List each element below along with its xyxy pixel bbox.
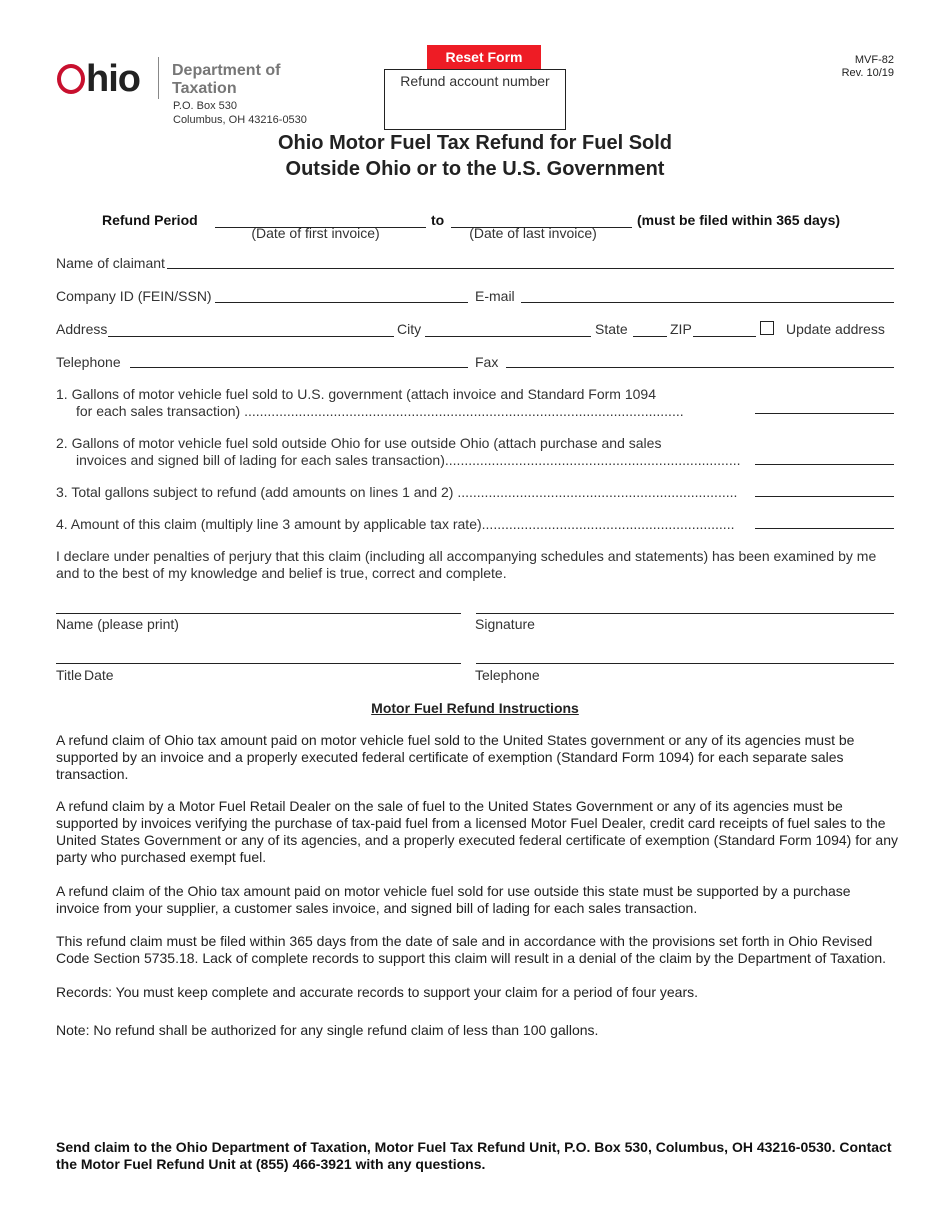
- fax-field[interactable]: [506, 367, 894, 368]
- ohio-logo: [57, 60, 140, 98]
- address-label: Address: [56, 321, 108, 337]
- last-invoice-caption: (Date of last invoice): [469, 225, 597, 241]
- line-1-text: [56, 386, 746, 420]
- name-print-label: Name (please print): [56, 616, 179, 632]
- title-date-field[interactable]: [56, 663, 461, 664]
- state-label: State: [595, 321, 628, 337]
- title-label: Title: [56, 667, 82, 683]
- instructions-heading: Motor Fuel Refund Instructions: [371, 700, 579, 716]
- refund-account-label: Refund account number: [400, 73, 550, 89]
- filing-deadline-note: (must be filed within 365 days): [637, 212, 841, 228]
- fax-label: Fax: [475, 354, 499, 370]
- claimant-name-field[interactable]: [167, 268, 894, 269]
- refund-account-number-box[interactable]: [384, 69, 566, 130]
- department-name: [172, 62, 280, 98]
- department-address: [173, 99, 307, 127]
- company-id-label: Company ID (FEIN/SSN): [56, 288, 212, 304]
- instruction-paragraph: A refund claim of the Ohio tax amount paid on motor vehicle fuel sold for use outside this state must be supported by a purchase invoice from your supplier, a customer sales invoice, and signed bill of lading for each sales transaction.: [56, 883, 851, 916]
- email-field[interactable]: [521, 302, 894, 303]
- instruction-paragraph: This refund claim must be filed within 365 days from the date of sale and in accordance with the provisions set forth in Ohio Revised Code Section 5735.18. Lack of complete records to support this claim will result in a denial of the claim by the Department of Taxation.: [56, 933, 887, 966]
- telephone-field[interactable]: [130, 367, 468, 368]
- city-label: City: [397, 321, 422, 337]
- form-number: [842, 54, 894, 80]
- address-line1: P.O. Box 530: [173, 100, 238, 112]
- signature-field[interactable]: [476, 613, 894, 614]
- form-revision: Rev. 10/19: [841, 67, 894, 79]
- instruction-paragraph: Records: You must keep complete and accurate records to support your claim for a period of four years.: [56, 984, 698, 1000]
- email-label: E-mail: [475, 288, 515, 304]
- line-2-text-a: 2. Gallons of motor vehicle fuel sold outside Ohio for use outside Ohio (attach purchase and sales: [56, 435, 662, 451]
- mailing-instructions-footer: Send claim to the Ohio Department of Taxation, Motor Fuel Tax Refund Unit, P.O. Box 530, Columbus, OH 43216-0530. Contact the Motor Fuel Refund Unit at (855) 466-3921 with any questions.: [56, 1139, 892, 1172]
- line-2-amount-field[interactable]: [755, 464, 894, 465]
- update-address-checkbox[interactable]: [760, 321, 774, 335]
- ohio-logo-text: hio: [86, 58, 140, 100]
- city-field[interactable]: [425, 336, 591, 337]
- first-invoice-caption: (Date of first invoice): [251, 225, 380, 241]
- signature-label: Signature: [475, 616, 535, 632]
- form-id: MVF-82: [854, 54, 894, 66]
- line-2-text-b: invoices and signed bill of lading for each sales transaction)............................................................................: [76, 452, 741, 468]
- state-field[interactable]: [633, 336, 667, 337]
- address-field[interactable]: [108, 336, 394, 337]
- line-2-text: [56, 435, 746, 469]
- instruction-paragraph: A refund claim of Ohio tax amount paid on motor vehicle fuel sold to the United States government or any of its agencies must be supported by an invoice and a properly executed federal certificate of exemption (Standard Form 1094) for each separate sales transaction.: [56, 732, 855, 782]
- line-1-amount-field[interactable]: [755, 413, 894, 414]
- line-4-text: 4. Amount of this claim (multiply line 3 amount by applicable tax rate).................................................................: [56, 516, 735, 532]
- form-title-line2: Outside Ohio or to the U.S. Government: [285, 158, 665, 180]
- department-line1: Department of: [172, 62, 281, 79]
- zip-label: ZIP: [670, 321, 692, 337]
- address-line2: Columbus, OH 43216-0530: [173, 114, 307, 126]
- signer-telephone-field[interactable]: [476, 663, 894, 664]
- instruction-paragraph: Note: No refund shall be authorized for any single refund claim of less than 100 gallons.: [56, 1022, 599, 1038]
- name-print-field[interactable]: [56, 613, 461, 614]
- line-1-text-a: 1. Gallons of motor vehicle fuel sold to U.S. government (attach invoice and Standard Form 1094: [56, 386, 656, 402]
- line-3-text: 3. Total gallons subject to refund (add amounts on lines 1 and 2) ........................................................................: [56, 484, 738, 500]
- claimant-label: Name of claimant: [56, 255, 165, 271]
- department-line2: Taxation: [172, 80, 237, 97]
- zip-field[interactable]: [693, 336, 756, 337]
- ohio-logo-o-icon: [57, 64, 85, 94]
- telephone-label: Telephone: [56, 354, 121, 370]
- refund-period-to: to: [431, 212, 445, 228]
- reset-form-button[interactable]: Reset Form: [427, 45, 541, 70]
- line-4-amount-field[interactable]: [755, 528, 894, 529]
- update-address-label: Update address: [786, 321, 885, 337]
- logo-divider: [158, 57, 159, 99]
- date-label: Date: [84, 667, 114, 683]
- line-1-text-b: for each sales transaction) .................................................................................................................: [76, 403, 684, 419]
- instruction-paragraph: A refund claim by a Motor Fuel Retail Dealer on the sale of fuel to the United States Government or any of its agencies must be supported by invoices verifying the purchase of tax-paid fuel from a licensed Motor Fuel Dealer, credit card receipts of fuel sales to the United States Government or any of its agencies, and a properly executed federal certificate of exemption (Standard Form 1094) for any party who purchased exempt fuel.: [56, 798, 899, 865]
- signer-telephone-label: Telephone: [475, 667, 540, 683]
- perjury-declaration: I declare under penalties of perjury that this claim (including all accompanying schedules and statements) has been examined by me and to the best of my knowledge and belief is true, correct and complete.: [56, 548, 877, 581]
- company-id-field[interactable]: [215, 302, 468, 303]
- refund-period-label: Refund Period: [102, 212, 198, 228]
- line-3-amount-field[interactable]: [755, 496, 894, 497]
- form-title-line1: Ohio Motor Fuel Tax Refund for Fuel Sold: [277, 132, 673, 154]
